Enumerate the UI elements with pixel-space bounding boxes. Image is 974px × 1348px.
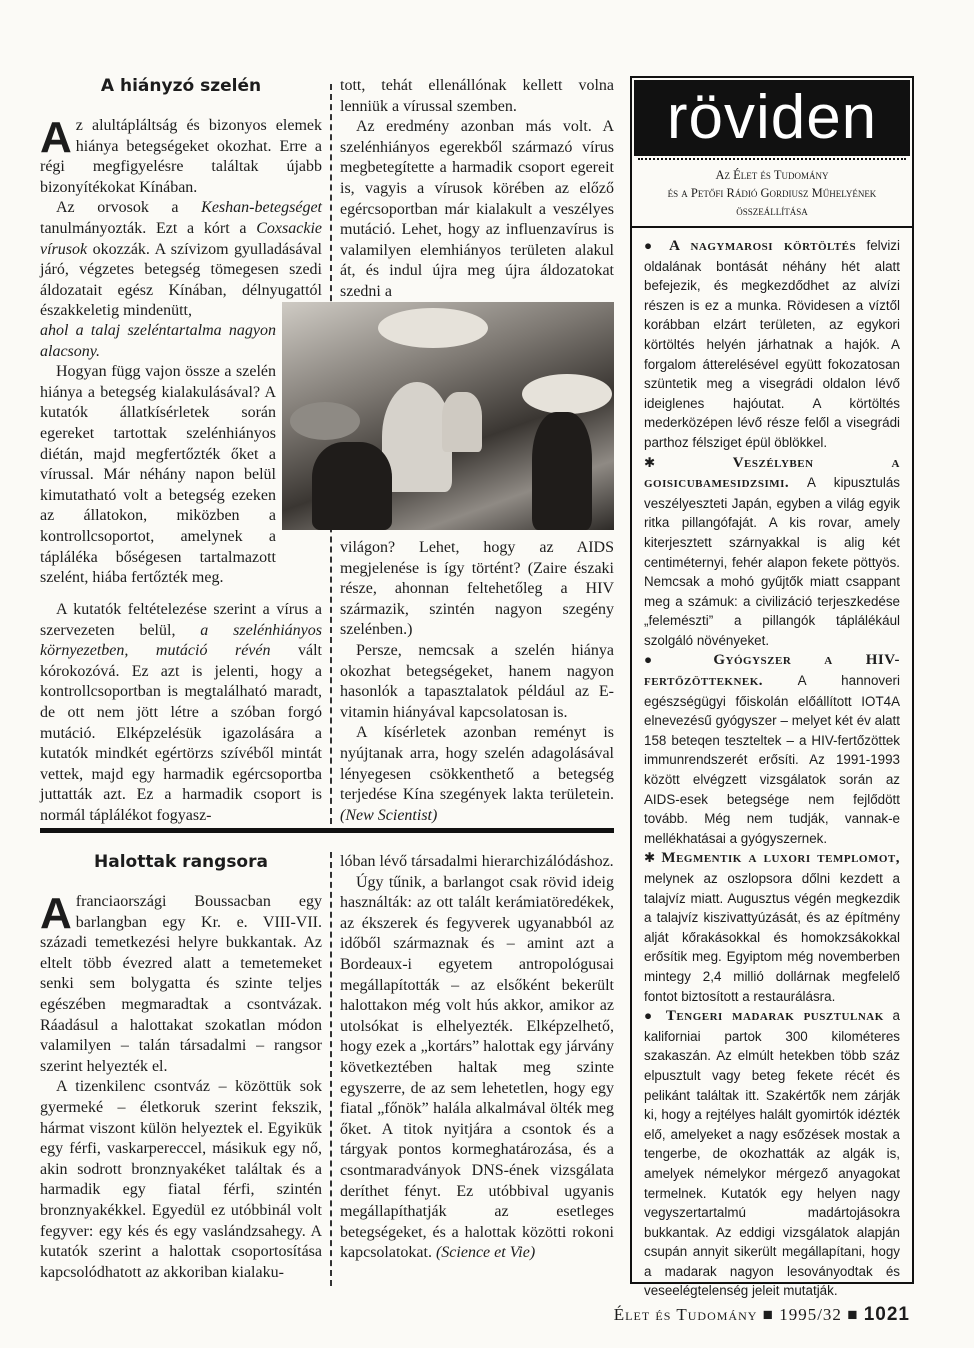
news-item: ● Gyógyszer a HIV-fertőzötteknek. A hannoveri egészségügyi főiskolán előállított IOT4A elnevezésű gyógyszer – melyet két év alatt 158 beteqen teszteltek – a HIV-fertőzöttek immunrendszerét erősíti. Az 1991-1993 között elvégzett vizsgálatok során az AIDS-esek betegsége nem fejlődött tovább. Még nem tudják, vannak-e mellékhatásai a gyógyszernek. — [644, 652, 900, 846]
article1-paragraph: A kutatók feltételezése szerint a vírus a szervezeten belül, a szelénhiányos környezetben, mutáció révén vált kórokozóvá. Ez azt is jelenti, hogy a kontrollcsoportban is megtalálható maradt, de ott nem jött létre a szóban forgó mutáció. Elképzelésük igazolására a kutatók mindkét egértörzs szívéből mintát vettek, majd egy harmadik egércsoportba juttatták azt. Ez a harmadik csoport is normál táplálékot fogyasz- — [40, 601, 322, 824]
article1-paragraph: Az orvosok a Keshan-betegséget tanulmányozták. Ezt a kórt a Coxsackie vírusok okozzák. A szívizom gyulladásával járó, végzetes betegség tömegesen szedi áldozatait egész Kínában, délnyugattól északkeletig mindenütt, — [40, 199, 322, 320]
photo-farmers — [282, 302, 614, 530]
article2-paragraph: Úgy tűnik, a barlangot csak rövid ideig használták: az ott talált kerámiatöredékek, az ékszerek és fegyverek ugyanabból az időből származnak és – amint azt a Bordeaux-i egyetem antropológusai megállapították – az elsőként bekerült halottakon még volt hús akkor, amikor az utolsókat is elhelyezték. Elképzelhető, hogy ezek a „kortárs” halottak egy járvány következtében haltak meg szinte egyszerre, de az sem lehetetlen, hogy egy fiatal „főnök” halála alkalmával ölték meg őket. A titok nyitjára a csontok és a tárgyak pontos kormeghatározása, és a csontmaradványok DNS-ének vizsgálata deríthet fényt. Ez utóbbival ugyanis megállapíthatják az esetleges betegségeket, és a halottak közötti rokoni kapcsolatokat. (Science et Vie) — [340, 873, 614, 1262]
article2-col1 — [40, 889, 322, 1283]
article2-col2 — [340, 852, 614, 1264]
sidebar-subtitle-line: összeállítása — [736, 204, 808, 218]
bullet-icon: ● — [644, 238, 659, 253]
article1-col1-bottom — [40, 600, 322, 827]
source-credit: (Science et Vie) — [435, 1244, 536, 1262]
article1-col2-top — [340, 76, 614, 303]
article1-intro: z alultápláltság és bizonyos elemek hiánya betegségeket okozhat. Erre a régi megfigyelésre találtak újabb bizonyítékokat Kínában. — [40, 117, 322, 196]
news-item: ● A nagymarosi körtöltés felvizi oldalának bontását néhány hét alatt befejezik, és megkezdődhet az alvízi részen is ez a munka. Rövidesen a víztől korábban elzárt területen, az egykori körtöltés helyén járhatnak a hajók. A forgalom átterelésével együtt fokozatosan szüntetik meg a visegrádi oldalon lévő ideiglenes hajóutat. A körtöltés mederközépen lévő része felől a visegrádi parthoz félsziget épül öblökkel. — [644, 238, 900, 450]
sidebar-subtitle-line: Az Élet és Tudomány — [715, 168, 829, 182]
sidebar-subtitle-line: és a Petőfi Rádió Gordiusz Műhelyének — [667, 186, 877, 200]
drop-cap: A — [40, 113, 72, 162]
figure-shape — [312, 442, 392, 530]
asterisk-icon: ✱ — [644, 850, 656, 866]
article-divider — [40, 828, 614, 833]
article1-col2-bottom — [340, 538, 614, 826]
article1-paragraph: A kísérletek azonban reményt is nyújtanak arra, hogy szelén adagolásával lényegesen csökkenthető a betegség terjedése Kína szegények lakta területein. (New Scientist) — [340, 724, 614, 824]
article1-paragraph: Az eredmény azonban más volt. A szelénhiányos egerekből származó vírus megbetegítette a harmadik csoport egereit is, vagyis a vírusok körében az előző egércsoportban már kialakult a veszélyes mutáció. Lehet, hogy az influenzavírus is valamilyen elemhiányos területen alakul át, és indul újra meg újra áldozatokat szedni a — [340, 118, 614, 300]
bullet-icon: ● — [644, 652, 681, 668]
bullet-icon: ● — [644, 1008, 658, 1024]
article1-paragraph: Hogyan függ vajon össze a szelén hiánya a betegség kialakulásával? A kutatók állatkísérletek során egereket tartottak szelénhiányos diétán, majd megfertőzték őket a vírussal. Már néhány napon belül kimutatható volt a betegség ezeken az állatokon, miközben a kontrollcsoportot, amelynek a tápláléka bőségesen tartalmazott szelént, hiába fertőzték meg. — [40, 363, 276, 587]
page-footer — [540, 1304, 910, 1326]
separator-icon: ■ — [847, 1305, 859, 1324]
news-item: ✱ Veszélyben a goisicubamesidzsimi. A kipusztulás veszélyeszteti Japán, egyben a világ egyik ritka pillangófaját. A kis rovar, amely kiterjesztett szárnyakkal is alig két centiméternyi, fehér alapon fekete pöttyös. Nemcsak a mohó gyűjtők miatt csappant meg a számuk: a civilizáció terjeszkedése „felemészti” a pillangók táplálékául szolgáló növényeket. — [644, 454, 900, 648]
hat-shape — [522, 374, 612, 414]
article1-paragraph: Persze, nemcsak a szelén hiánya okozhat betegségeket, hanem nagyon hasonlók a tapasztalatok például az E-vitamin hiányával kapcsolatosan is. — [340, 641, 614, 721]
news-item: ● Tengeri madarak pusztulnak a kaliforniai partok 300 kilométeres szakaszán. Az elmúlt hetekben több száz elpusztult vagy beteg fekete récét és pelikánt találtak itt. Szakértők nem zárják ki, hogy a rejtélyes halált gyomirtók idézték elő, amelyeket a nagy esőzések mostak a tengerbe, de okozhatták az algák is, amelyek némelykor mérgező anyagokat termelnek. Kutatók egy helyen nagy vegyszertartalmú madártojásokra bukkantak. Az eddigi vizsgálatok alapján csupán annyit sikerült megállapítani, hogy a madarak nagyon lesoványodtak és veseelégtelenség jeleit mutatják. — [644, 1008, 900, 1299]
article1-title: A hiányzó szelén — [100, 76, 262, 96]
page-number: 1021 — [863, 1304, 910, 1325]
magazine-name: Élet és Tudomány — [613, 1305, 758, 1324]
column-separator — [330, 852, 332, 1286]
sidebar-items — [632, 226, 912, 1301]
source-credit: (New Scientist) — [340, 806, 438, 824]
drop-cap: A — [40, 889, 72, 938]
figure-shape — [532, 412, 592, 530]
article2-title: Halottak rangsora — [94, 852, 268, 872]
article2-intro: franciaországi Boussacban egy barlangban egy Kr. e. VIII-VII. századi temetkezési helyre bukkantak. Az eltelt több évezred alatt a temetemeket senki sem bolygatta és szinte teljes egészében megmaradtak a csontvázak. Ráadásul a halottakat szokatlan módon valamilyen – talán társadalmi – rangsor szerint helyezték el. — [40, 893, 322, 1075]
figure-shape — [442, 392, 482, 452]
separator-icon: ■ — [762, 1305, 774, 1324]
article1-col1-top — [40, 113, 322, 322]
sidebar-header: röviden — [634, 80, 910, 156]
asterisk-icon: ✱ — [644, 454, 656, 470]
sidebar-subtitle — [638, 158, 906, 220]
hat-shape — [290, 402, 360, 440]
news-item: ✱ Megmentik a luxori templomot, melynek az oszlopsora dőlni kezdett a talajvíz miatt. Augusztus végén megkezdik a talajvíz kiszivattyúzását, és az építmény alját kőrakásokkal és homokzsákokkal erősítik meg. Egyiptom még novemberben mintegy 2,4 millió dollárnak megfelelő fontot biztosított a restaurálásra. — [644, 850, 900, 1004]
article1-paragraph: tott, tehát ellenállónak kellett volna lenniük a vírussal szemben. — [340, 77, 614, 115]
hat-shape — [378, 308, 488, 348]
issue-number: 1995/32 — [779, 1305, 842, 1324]
article1-col1-mid — [40, 321, 276, 589]
sidebar-box — [630, 76, 914, 1299]
article2-paragraph: A tizenkilenc csontváz – közöttük sok gyermeké – életkoruk szerint fekszik, hármat viszont külön helyeztek el. Egyikük egy férfi, vaskarpereccel, másikuk egy nő, akin sodrott bronznyakéket találtak és a harmadik egy fiatal férfi, szintén bronznyakékkel. Egyedül ez utóbbinál volt fegyver: egy kés és egy vaslándzsahegy. A kutatók szerint a halottak csoportosítása kapcsolódhatott az akkoriban kialaku- — [40, 1078, 322, 1281]
article2-paragraph: lóban lévő társadalmi hierarchizálódáshoz. — [340, 853, 614, 870]
italic-phrase: ahol a talaj szeléntartalma nagyon alacsony. — [40, 322, 276, 360]
article1-paragraph: világon? Lehet, hogy az AIDS megjelenése is így történt? (Zaire északi része, ahonnan feltehetőleg a HIV származik, szintén nagyon szegény szelénben.) — [340, 539, 614, 639]
